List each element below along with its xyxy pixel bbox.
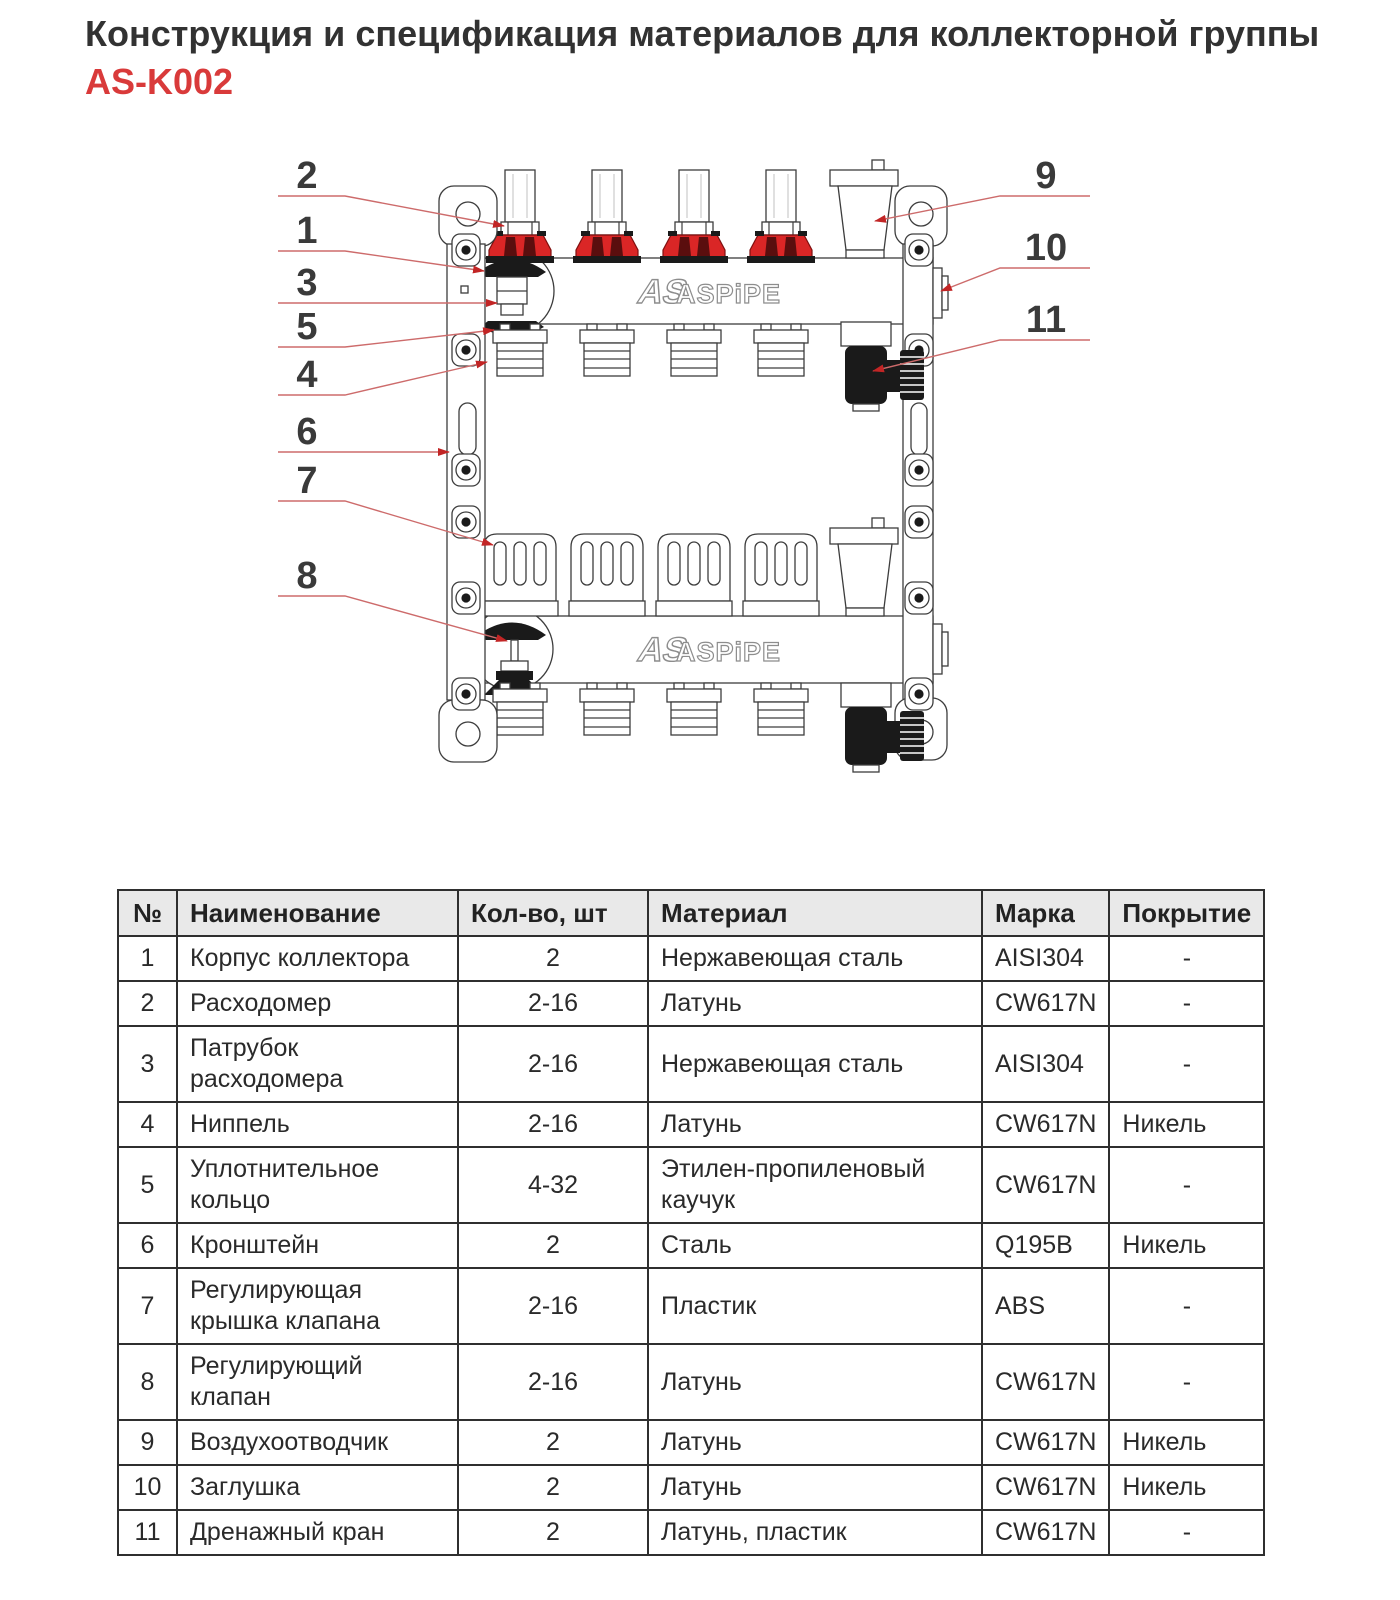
grade-cell: CW617N <box>982 1102 1109 1147</box>
row-num-cell: 2 <box>118 981 177 1026</box>
col-header-grade: Марка <box>982 890 1109 936</box>
material-cell: Латунь <box>648 981 982 1026</box>
end-plug <box>933 268 948 318</box>
spec-table-body <box>118 936 1264 1555</box>
qty-cell: 2 <box>458 1465 648 1510</box>
flow-meter <box>747 170 815 263</box>
row-num-cell: 4 <box>118 1102 177 1147</box>
outlet-nipple <box>580 324 634 376</box>
brand-logo-mark: AS <box>633 631 692 669</box>
flow-meter <box>660 170 728 263</box>
name-cell: Заглушка <box>177 1465 458 1510</box>
callout-number: 6 <box>296 411 318 453</box>
name-cell: Патрубок расходомера <box>177 1026 458 1102</box>
outlet-nipple <box>493 683 547 735</box>
callout-number: 10 <box>1024 227 1068 269</box>
table-row <box>118 936 1264 981</box>
outlet-nipple <box>580 683 634 735</box>
callout-number: 9 <box>1035 155 1057 197</box>
outlet-nipple <box>667 324 721 376</box>
col-header-name: Наименование <box>177 890 458 936</box>
qty-cell: 2 <box>458 1420 648 1465</box>
material-cell: Этилен-пропиленовый каучук <box>648 1147 982 1223</box>
row-num-cell: 11 <box>118 1510 177 1555</box>
name-cell: Регулирующий клапан <box>177 1344 458 1420</box>
col-header-coating: Покрытие <box>1109 890 1264 936</box>
col-header-qty: Кол-во, шт <box>458 890 648 936</box>
row-num-cell: 6 <box>118 1223 177 1268</box>
material-cell: Латунь <box>648 1465 982 1510</box>
air-vent <box>830 518 898 616</box>
row-num-cell: 7 <box>118 1268 177 1344</box>
coating-cell: - <box>1109 981 1264 1026</box>
material-cell: Нержавеющая сталь <box>648 1026 982 1102</box>
qty-cell: 2 <box>458 1510 648 1555</box>
material-cell: Латунь <box>648 1344 982 1420</box>
grade-cell: CW617N <box>982 1465 1109 1510</box>
end-plug <box>933 624 948 674</box>
row-num-cell: 5 <box>118 1147 177 1223</box>
coating-cell: - <box>1109 1147 1264 1223</box>
grade-cell: CW617N <box>982 1344 1109 1420</box>
material-cell: Латунь <box>648 1102 982 1147</box>
table-row <box>118 1223 1264 1268</box>
table-row <box>118 1268 1264 1344</box>
grade-cell: AISI304 <box>982 1026 1109 1102</box>
page-title-text: Конструкция и спецификация материалов для коллекторной группы <box>85 13 1320 54</box>
callout-number: 3 <box>296 262 318 304</box>
coating-cell: - <box>1109 1268 1264 1344</box>
table-row <box>118 1344 1264 1420</box>
outlet-nipple <box>667 683 721 735</box>
qty-cell: 2-16 <box>458 1268 648 1344</box>
coating-cell: Никель <box>1109 1102 1264 1147</box>
table-row <box>118 1510 1264 1555</box>
callout-number: 2 <box>296 155 318 197</box>
name-cell: Дренажный кран <box>177 1510 458 1555</box>
brand-logo-top <box>634 274 781 311</box>
page-title <box>85 10 1355 106</box>
valve-cap <box>743 534 819 616</box>
valve-cap <box>482 534 558 616</box>
coating-cell: Никель <box>1109 1223 1264 1268</box>
callout-number: 8 <box>296 555 318 597</box>
coating-cell: - <box>1109 1026 1264 1102</box>
brand-logo-mark: AS <box>633 273 692 311</box>
name-cell: Ниппель <box>177 1102 458 1147</box>
outlet-nipple <box>754 324 808 376</box>
qty-cell: 2 <box>458 936 648 981</box>
qty-cell: 2-16 <box>458 981 648 1026</box>
material-cell: Пластик <box>648 1268 982 1344</box>
name-cell: Регулирующая крышка клапана <box>177 1268 458 1344</box>
valve-cap <box>656 534 732 616</box>
row-num-cell: 3 <box>118 1026 177 1102</box>
grade-cell: CW617N <box>982 1147 1109 1223</box>
table-row <box>118 1420 1264 1465</box>
row-num-cell: 8 <box>118 1344 177 1420</box>
flow-meter <box>573 170 641 263</box>
table-row <box>118 1102 1264 1147</box>
name-cell: Воздухоотводчик <box>177 1420 458 1465</box>
row-num-cell: 10 <box>118 1465 177 1510</box>
material-cell: Латунь <box>648 1420 982 1465</box>
spec-table-container <box>117 889 1265 1556</box>
name-cell: Расходомер <box>177 981 458 1026</box>
qty-cell: 4-32 <box>458 1147 648 1223</box>
row-num-cell: 1 <box>118 936 177 981</box>
brand-logo-text: ASPiPE <box>676 279 782 309</box>
material-cell: Латунь, пластик <box>648 1510 982 1555</box>
grade-cell: ABS <box>982 1268 1109 1344</box>
callout-number: 5 <box>296 306 318 348</box>
grade-cell: CW617N <box>982 1420 1109 1465</box>
callout-number: 11 <box>1025 299 1067 341</box>
callout-number: 1 <box>296 210 318 252</box>
coating-cell: Никель <box>1109 1420 1264 1465</box>
table-row <box>118 1465 1264 1510</box>
material-cell: Сталь <box>648 1223 982 1268</box>
row-num-cell: 9 <box>118 1420 177 1465</box>
outlet-nipple <box>754 683 808 735</box>
valve-cap <box>569 534 645 616</box>
table-row <box>118 1026 1264 1102</box>
col-header-num: № <box>118 890 177 936</box>
callout-number: 7 <box>296 460 318 502</box>
name-cell: Корпус коллектора <box>177 936 458 981</box>
brand-logo-text: ASPiPE <box>676 637 782 667</box>
col-header-material: Материал <box>648 890 982 936</box>
table-row <box>118 981 1264 1026</box>
brand-logo-bottom <box>634 632 781 669</box>
qty-cell: 2-16 <box>458 1102 648 1147</box>
coating-cell: - <box>1109 1344 1264 1420</box>
qty-cell: 2-16 <box>458 1026 648 1102</box>
air-vent <box>830 160 898 258</box>
grade-cell: Q195B <box>982 1223 1109 1268</box>
qty-cell: 2 <box>458 1223 648 1268</box>
material-cell: Нержавеющая сталь <box>648 936 982 981</box>
grade-cell: AISI304 <box>982 936 1109 981</box>
spec-table-head-row <box>118 890 1264 936</box>
grade-cell: CW617N <box>982 981 1109 1026</box>
coating-cell: Никель <box>1109 1465 1264 1510</box>
outlet-nipple <box>493 324 547 376</box>
name-cell: Уплотнительное кольцо <box>177 1147 458 1223</box>
callout-number: 4 <box>296 354 318 396</box>
table-row <box>118 1147 1264 1223</box>
coating-cell: - <box>1109 1510 1264 1555</box>
qty-cell: 2-16 <box>458 1344 648 1420</box>
model-code: AS-K002 <box>85 61 234 102</box>
spec-table <box>117 889 1265 1556</box>
coating-cell: - <box>1109 936 1264 981</box>
manifold-diagram <box>270 145 1120 795</box>
name-cell: Кронштейн <box>177 1223 458 1268</box>
grade-cell: CW617N <box>982 1510 1109 1555</box>
